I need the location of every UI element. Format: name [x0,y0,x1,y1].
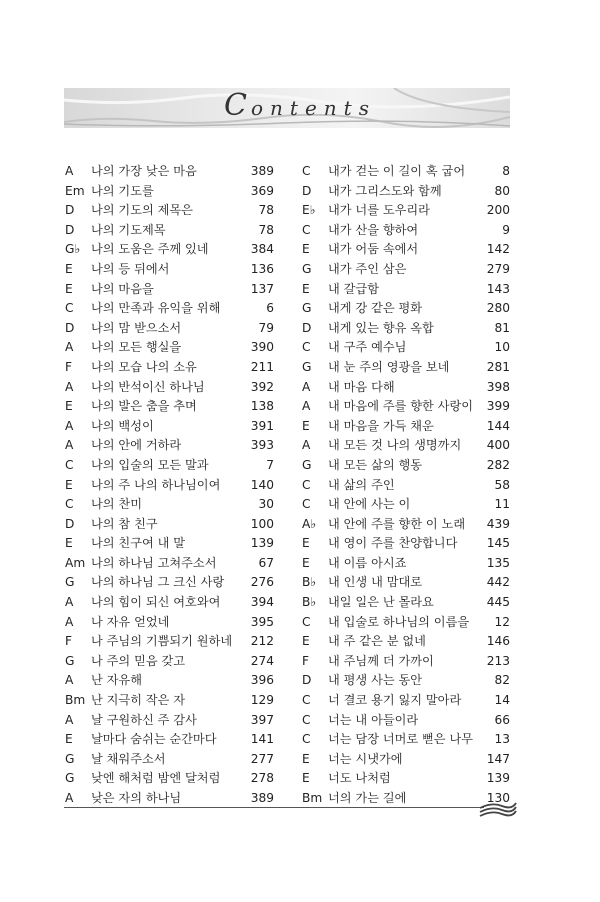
toc-entry [302,417,517,437]
toc-entry [302,338,517,358]
entry-page: 136 [250,261,274,276]
toc-entry [302,632,517,652]
entry-page: 138 [250,399,274,414]
entry-key: G [302,359,312,374]
entry-title: 날마다 숨쉬는 순간마다 [91,732,217,747]
entry-page: 398 [486,379,510,394]
entry-page: 78 [258,203,274,218]
entry-key: E [302,555,310,570]
entry-page: 137 [250,281,274,296]
toc-entry [302,613,517,633]
entry-key: G [65,751,75,766]
entry-page: 14 [494,693,510,708]
right-column [302,162,517,809]
entry-title: 내 입술로 하나님의 이름을 [328,614,470,629]
entry-title: 나의 발은 춤을 추며 [91,399,197,414]
toc-entry [65,162,280,182]
entry-page: 144 [486,418,510,433]
toc-entry [65,613,280,633]
entry-title: 내가 주인 삼은 [328,261,407,276]
entry-key: D [302,183,312,198]
entry-page: 135 [486,555,510,570]
entry-page: 79 [258,320,274,335]
toc-entry [302,280,517,300]
entry-page: 213 [486,653,510,668]
toc-entry [65,593,280,613]
entry-key: D [65,203,75,218]
entry-title: 내일 일은 난 몰라요 [328,595,434,610]
toc-entry [65,378,280,398]
entry-key: C [302,712,311,727]
entry-page: 369 [250,183,274,198]
entry-title: 나의 마음을 [91,281,154,296]
entry-key: Bm [65,693,86,708]
toc-entry [302,378,517,398]
entry-key: D [65,516,75,531]
entry-key: E [302,281,310,296]
toc-entry [65,554,280,574]
toc-entry [65,730,280,750]
entry-title: 난 자유해 [91,673,142,688]
entry-page: 100 [250,516,274,531]
entry-title: 내 평생 사는 동안 [328,673,423,688]
entry-page: 82 [494,673,510,688]
corner-flourish-icon [478,800,518,820]
entry-title: 내 안에 주를 향한 이 노래 [328,516,466,531]
toc-entry [302,495,517,515]
entry-page: 276 [250,575,274,590]
entry-title: 내 인생 내 맘대로 [328,575,423,590]
entry-page: 442 [486,575,510,590]
toc-entry [302,476,517,496]
entry-key: A [65,614,74,629]
entry-key: C [302,164,311,178]
entry-title: 난 지극히 작은 자 [91,693,186,708]
entry-title: 나의 반석이신 하나님 [91,379,205,394]
entry-key: E [302,418,310,433]
entry-key: A [65,712,74,727]
toc-entry [302,652,517,672]
entry-title: 나의 백성이 [91,418,154,433]
entry-page: 145 [486,536,510,551]
toc-entry [302,319,517,339]
toc-entry [65,260,280,280]
entry-key: C [302,340,311,355]
entry-key: C [302,497,311,512]
entry-key: E [65,732,73,747]
entry-key: F [65,359,73,374]
entry-title: 내 구주 예수님 [328,340,407,355]
entry-page: 129 [250,693,274,708]
toc-entry [302,534,517,554]
entry-key: G [302,301,312,316]
entry-key: A [302,399,311,414]
toc-entry [302,671,517,691]
toc-entry [65,358,280,378]
entry-key: A [65,418,74,433]
toc-entry [65,515,280,535]
entry-key: G [302,261,312,276]
toc-entry [302,593,517,613]
entry-key: C [302,222,311,237]
entry-page: 211 [250,359,274,374]
toc-entry [302,201,517,221]
entry-title: 나의 힘이 되신 여호와여 [91,595,221,610]
entry-key: Bm [302,791,323,805]
entry-key: C [302,732,311,747]
entry-key: F [302,653,310,668]
entry-page: 277 [250,751,274,766]
entry-page: 445 [486,595,510,610]
entry-key: A [302,379,311,394]
entry-title: 나의 가장 낮은 마음 [91,164,197,178]
entry-key: D [65,222,75,237]
entry-title: 나의 하나님 그 크신 사랑 [91,575,225,590]
entry-key: A [302,438,311,453]
toc-entry [65,495,280,515]
entry-key: G [65,653,75,668]
entry-key: A [65,164,74,178]
entry-key: E [302,242,310,257]
entry-page: 12 [494,614,510,629]
entry-title: 날 채워주소서 [91,751,166,766]
entry-page: 6 [266,301,274,316]
entry-title: 나 자유 얻었네 [91,614,170,629]
title-rest: ontents [250,96,376,120]
entry-title: 내가 어둠 속에서 [328,242,419,257]
entry-page: 78 [258,222,274,237]
entry-key: G [302,457,312,472]
entry-title: 내 모든 것 나의 생명까지 [328,438,462,453]
entry-title: 나의 주 나의 하나님이여 [91,477,221,492]
toc-entry [65,456,280,476]
toc-entry [65,280,280,300]
entry-page: 140 [250,477,274,492]
entry-key: G♭ [65,242,81,257]
entry-key: E [65,536,73,551]
entry-key: E [65,281,73,296]
entry-key: E [65,399,73,414]
entry-title: 나의 안에 거하라 [91,438,182,453]
entry-key: E [302,536,310,551]
entry-key: Am [65,555,86,570]
entry-key: A [65,595,74,610]
entry-page: 30 [258,497,274,512]
entry-page: 439 [486,516,510,531]
toc-entry [65,221,280,241]
entry-title: 나의 등 뒤에서 [91,261,170,276]
toc-entry [65,417,280,437]
entry-key: A [65,438,74,453]
entry-key: C [302,693,311,708]
entry-page: 393 [250,438,274,453]
entry-title: 나의 모습 나의 소유 [91,359,197,374]
entry-title: 나의 하나님 고쳐주소서 [91,555,217,570]
entry-title: 내 주님께 더 가까이 [328,653,434,668]
toc-entry [302,358,517,378]
entry-key: A [65,340,74,355]
entry-key: D [65,320,75,335]
entry-page: 13 [494,732,510,747]
entry-page: 399 [486,399,510,414]
toc-entry [65,182,280,202]
left-column [65,162,280,809]
toc-entry [65,240,280,260]
entry-key: B♭ [302,575,317,590]
entry-title: 내가 산을 향하여 [328,222,419,237]
entry-page: 390 [250,340,274,355]
entry-key: Em [65,183,85,198]
entry-title: 너 결코 용기 잃지 말아라 [328,693,462,708]
entry-page: 66 [494,712,510,727]
entry-key: C [65,457,74,472]
entry-key: C [65,497,74,512]
entry-page: 391 [250,418,274,433]
entry-key: D [302,320,312,335]
entry-title: 나의 만족과 유익을 위해 [91,301,221,316]
entry-page: 139 [250,536,274,551]
entry-title: 내 눈 주의 영광을 보네 [328,359,450,374]
entry-title: 내 삶의 주인 [328,477,395,492]
entry-title: 내게 강 같은 평화 [328,301,423,316]
entry-title: 너의 가는 길에 [328,791,407,805]
toc-entry [65,319,280,339]
entry-title: 나의 도움은 주께 있네 [91,242,209,257]
entry-page: 282 [486,457,510,472]
entry-key: E [302,751,310,766]
entry-title: 날 구원하신 주 감사 [91,712,197,727]
entry-page: 395 [250,614,274,629]
toc-entry [302,711,517,731]
entry-title: 내 주 같은 분 없네 [328,634,426,649]
toc-entry [65,750,280,770]
entry-page: 58 [494,477,510,492]
toc-entry [302,436,517,456]
toc-entry [65,711,280,731]
toc-entry [65,671,280,691]
entry-title: 내가 그리스도와 함께 [328,183,442,198]
entry-key: E [65,477,73,492]
entry-title: 내 갈급함 [328,281,379,296]
entry-page: 200 [486,203,510,218]
entry-title: 너는 시냇가에 [328,751,403,766]
entry-key: A [65,379,74,394]
entry-key: C [302,614,311,629]
entry-key: A♭ [302,516,317,531]
entry-title: 낮엔 해처럼 밤엔 달처럼 [91,771,221,786]
entry-title: 내가 걷는 이 길이 혹 굽어 [328,164,466,178]
entry-key: E [302,771,310,786]
entry-page: 10 [494,340,510,355]
entry-title: 나의 모든 행실을 [91,340,182,355]
entry-key: E [302,634,310,649]
toc-entry [302,182,517,202]
entry-key: E [65,261,73,276]
title-initial: C [224,88,251,123]
entry-page: 7 [266,457,274,472]
toc-entry [302,456,517,476]
entry-title: 내 마음에 주를 향한 사랑이 [328,399,474,414]
toc-entry [65,299,280,319]
entry-title: 낮은 자의 하나님 [91,791,182,805]
entry-page: 389 [250,164,274,178]
entry-page: 142 [486,242,510,257]
toc-entry [65,652,280,672]
toc-entry [302,730,517,750]
entry-page: 400 [486,438,510,453]
entry-title: 내 모든 삶의 행동 [328,457,423,472]
entry-title: 내 이름 아시죠 [328,555,407,570]
entry-title: 나 주의 믿음 갖고 [91,653,186,668]
entry-page: 80 [494,183,510,198]
entry-page: 396 [250,673,274,688]
entry-page: 397 [250,712,274,727]
toc-entry [302,397,517,417]
entry-title: 나의 참 친구 [91,516,158,531]
entry-key: G [65,575,75,590]
toc-entry [65,632,280,652]
entry-page: 394 [250,595,274,610]
toc-entry [302,554,517,574]
entry-page: 212 [250,634,274,649]
entry-key: C [65,301,74,316]
entry-page: 274 [250,653,274,668]
entry-page: 11 [494,497,510,512]
toc-entry [302,162,517,182]
entry-page: 384 [250,242,274,257]
entry-key: A [65,791,74,805]
entry-title: 내 마음을 가득 채운 [328,418,434,433]
entry-title: 나의 기도를 [91,183,154,198]
entry-page: 8 [502,164,510,178]
entry-title: 내게 있는 향유 옥합 [328,320,434,335]
toc-entry [65,476,280,496]
entry-key: D [302,673,312,688]
toc-entry [302,691,517,711]
toc-entry [302,515,517,535]
entry-title: 내 안에 사는 이 [328,497,411,512]
entry-page: 130 [486,791,510,805]
entry-page: 392 [250,379,274,394]
toc-entry [302,573,517,593]
toc-entry [302,260,517,280]
entry-title: 너는 내 아들이라 [328,712,419,727]
entry-page: 147 [486,751,510,766]
entry-page: 280 [486,301,510,316]
entry-title: 나의 친구여 내 말 [91,536,186,551]
toc-entry [302,240,517,260]
entry-key: E♭ [302,203,316,218]
toc-entry [302,750,517,770]
toc-entry [65,573,280,593]
entry-page: 81 [494,320,510,335]
toc-entry [302,299,517,319]
toc-entry [65,789,280,809]
entry-page: 389 [250,791,274,805]
entry-title: 나 주님의 기쁨되기 원하네 [91,634,233,649]
entry-title: 내 영이 주를 찬양합니다 [328,536,458,551]
entry-page: 278 [250,771,274,786]
entry-title: 나의 맘 받으소서 [91,320,182,335]
bottom-rule [64,807,484,808]
entry-key: A [65,673,74,688]
toc-entry [302,221,517,241]
entry-page: 9 [502,222,510,237]
entry-title: 나의 찬미 [91,497,142,512]
entry-key: G [65,771,75,786]
toc-entry [302,769,517,789]
toc-entry [65,397,280,417]
toc-entry [65,691,280,711]
entry-title: 나의 기도의 제목은 [91,203,193,218]
entry-page: 67 [258,555,274,570]
toc-entry [65,201,280,221]
entry-page: 143 [486,281,510,296]
entry-page: 281 [486,359,510,374]
page-title [0,88,600,122]
entry-page: 279 [486,261,510,276]
entry-key: B♭ [302,595,317,610]
entry-title: 너도 나처럼 [328,771,391,786]
entry-key: C [302,477,311,492]
toc-entry [65,338,280,358]
entry-title: 나의 기도제목 [91,222,166,237]
entry-page: 146 [486,634,510,649]
entry-page: 141 [250,732,274,747]
entry-page: 139 [486,771,510,786]
entry-title: 나의 입술의 모든 말과 [91,457,209,472]
entry-title: 내가 너를 도우리라 [328,203,430,218]
entry-title: 내 마음 다해 [328,379,395,394]
toc-entry [65,534,280,554]
toc-entry [65,769,280,789]
entry-key: F [65,634,73,649]
entry-title: 너는 담장 너머로 뻗은 나무 [328,732,474,747]
toc-entry [65,436,280,456]
